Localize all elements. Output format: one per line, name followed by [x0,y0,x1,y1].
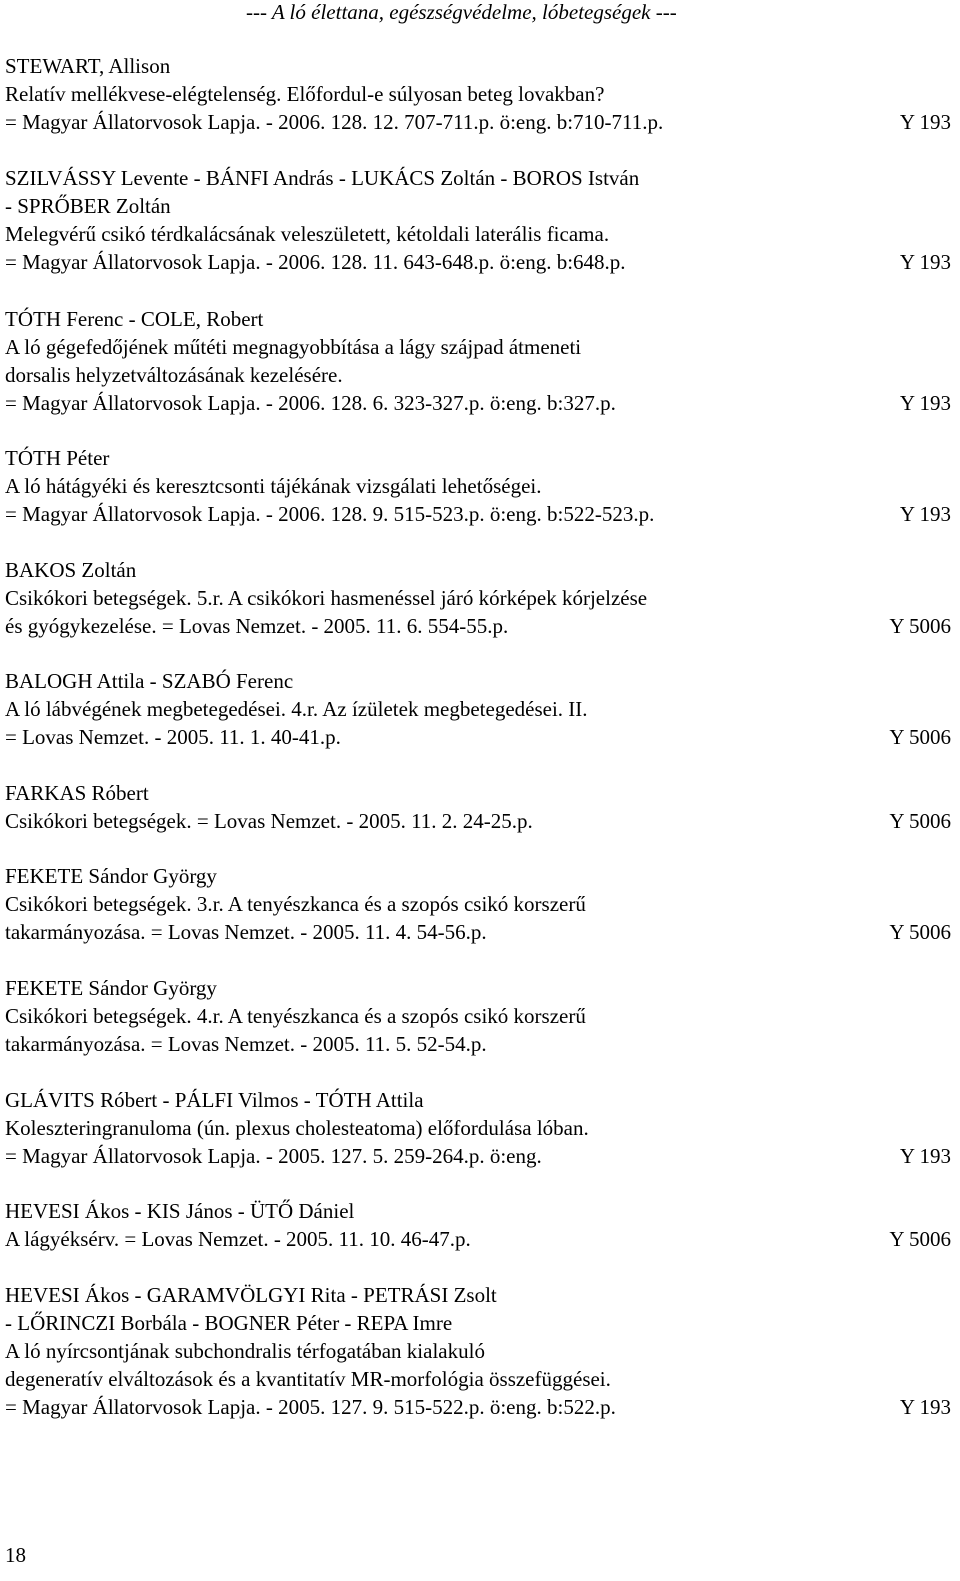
bibliography-entry [5,1086,951,1170]
call-number: Y 193 [899,1144,951,1168]
bibliography-entry [5,1281,951,1421]
entry-text-line [5,472,951,500]
bibliography-entry [5,556,951,640]
entry-authors [5,1086,951,1114]
entry-text-line [5,695,951,723]
entry-text: Csikókori betegségek. = Lovas Nemzet. - 2005. 11. 2. 24-25.p. [5,809,533,833]
entry-text: és gyógykezelése. = Lovas Nemzet. - 2005. 11. 6. 554-55.p. [5,614,509,638]
entry-authors [5,1281,951,1309]
entry-text: BAKOS Zoltán [5,558,137,582]
entry-authors [5,52,951,80]
entry-text: A ló nyírcsontjának subchondralis térfogatában kialakuló [5,1339,485,1363]
bibliography-entry [5,305,951,417]
entry-text-line [5,220,951,248]
entry-text-line [5,584,951,612]
entry-text: A ló hátágyéki és keresztcsonti tájékának vizsgálati lehetőségei. [5,474,542,498]
call-number: Y 193 [899,110,951,134]
entry-text-line [5,80,951,108]
entry-text: HEVESI Ákos - GARAMVÖLGYI Rita - PETRÁSI Zsolt [5,1283,497,1307]
entry-text: SZILVÁSSY Levente - BÁNFI András - LUKÁCS Zoltán - BOROS István [5,166,640,190]
call-number: Y 5006 [889,725,951,749]
entry-text: - SPRŐBER Zoltán [5,194,171,218]
entry-text: GLÁVITS Róbert - PÁLFI Vilmos - TÓTH Attila [5,1088,424,1112]
entry-authors [5,779,951,807]
entry-text: A ló lábvégének megbetegedései. 4.r. Az ízületek megbetegedései. II. [5,697,588,721]
entry-text: BALOGH Attila - SZABÓ Ferenc [5,669,294,693]
entry-text: Csikókori betegségek. 4.r. A tenyészkanca és a szopós csikó korszerű [5,1004,586,1028]
entry-text: STEWART, Allison [5,54,171,78]
entry-text-line [5,612,951,640]
entry-authors [5,862,951,890]
entry-text: = Magyar Állatorvosok Lapja. - 2005. 127. 9. 515-522.p. ö:eng. b:522.p. [5,1395,616,1419]
entry-authors [5,164,951,192]
entry-text: takarmányozása. = Lovas Nemzet. - 2005. 11. 5. 52-54.p. [5,1032,487,1056]
entry-text-line [5,1030,951,1058]
entry-text: dorsalis helyzetváltozásának kezelésére. [5,363,343,387]
entry-text-line [5,1337,951,1365]
entry-text: takarmányozása. = Lovas Nemzet. - 2005. 11. 4. 54-56.p. [5,920,487,944]
call-number: Y 193 [899,502,951,526]
page-number: 18 [5,1543,26,1567]
entry-text: Relatív mellékvese-elégtelenség. Előfordul-e súlyosan beteg lovakban? [5,82,605,106]
entry-text-line [5,1365,951,1393]
entry-text: = Magyar Állatorvosok Lapja. - 2006. 128. 11. 643-648.p. ö:eng. b:648.p. [5,250,626,274]
entry-text-line [5,192,951,220]
call-number: Y 5006 [889,809,951,833]
entry-text-line [5,500,951,528]
entry-text-line [5,361,951,389]
entry-text-line [5,333,951,361]
call-number: Y 5006 [889,614,951,638]
entry-text-line [5,1142,951,1170]
entry-text: TÓTH Péter [5,446,110,470]
entry-text: = Magyar Állatorvosok Lapja. - 2005. 127. 5. 259-264.p. ö:eng. [5,1144,542,1168]
bibliography-entry [5,444,951,528]
entry-text: Csikókori betegségek. 5.r. A csikókori hasmenéssel járó kórképek kórjelzése [5,586,648,610]
entry-text-line [5,108,951,136]
entry-text-line [5,918,951,946]
entry-text: Melegvérű csikó térdkalácsának veleszületett, kétoldali laterális ficama. [5,222,610,246]
entry-text: TÓTH Ferenc - COLE, Robert [5,307,264,331]
entry-text: Koleszteringranuloma (ún. plexus cholesteatoma) előfordulása lóban. [5,1116,589,1140]
bibliography-list [5,52,951,1448]
entry-text: - LŐRINCZI Borbála - BOGNER Péter - REPA Imre [5,1311,453,1335]
entry-text: FEKETE Sándor György [5,864,217,888]
entry-text: A ló gégefedőjének műtéti megnagyobbítása a lágy szájpad átmeneti [5,335,582,359]
entry-authors [5,305,951,333]
entry-text-line [5,890,951,918]
entry-authors [5,667,951,695]
entry-text: = Magyar Állatorvosok Lapja. - 2006. 128. 9. 515-523.p. ö:eng. b:522-523.p. [5,502,655,526]
page-header: --- A ló élettana, egészségvédelme, lóbetegségek --- [246,0,677,24]
entry-text-line [5,1114,951,1142]
entry-text: = Lovas Nemzet. - 2005. 11. 1. 40-41.p. [5,725,341,749]
entry-text: = Magyar Állatorvosok Lapja. - 2006. 128. 6. 323-327.p. ö:eng. b:327.p. [5,391,616,415]
entry-authors [5,1197,951,1225]
call-number: Y 193 [899,391,951,415]
entry-text-line [5,1002,951,1030]
entry-text-line [5,1393,951,1421]
entry-text-line [5,248,951,276]
call-number: Y 5006 [889,920,951,944]
entry-text-line [5,723,951,751]
bibliography-entry [5,667,951,751]
bibliography-entry [5,974,951,1058]
call-number: Y 193 [899,1395,951,1419]
entry-text-line [5,807,951,835]
call-number: Y 193 [899,250,951,274]
entry-text: FEKETE Sándor György [5,976,217,1000]
bibliography-entry [5,164,951,276]
entry-text: A lágyéksérv. = Lovas Nemzet. - 2005. 11. 10. 46-47.p. [5,1227,471,1251]
entry-authors [5,444,951,472]
bibliography-entry [5,1197,951,1253]
bibliography-entry [5,52,951,136]
bibliography-entry [5,862,951,946]
call-number: Y 5006 [889,1227,951,1251]
bibliography-entry [5,779,951,835]
entry-text-line [5,1225,951,1253]
entry-authors [5,974,951,1002]
entry-text: degeneratív elváltozások és a kvantitatív MR-morfológia összefüggései. [5,1367,611,1391]
entry-text: Csikókori betegségek. 3.r. A tenyészkanca és a szopós csikó korszerű [5,892,586,916]
entry-text: = Magyar Állatorvosok Lapja. - 2006. 128. 12. 707-711.p. ö:eng. b:710-711.p. [5,110,664,134]
entry-authors [5,556,951,584]
entry-text-line [5,1309,951,1337]
entry-text: HEVESI Ákos - KIS János - ÜTŐ Dániel [5,1199,355,1223]
entry-text-line [5,389,951,417]
entry-text: FARKAS Róbert [5,781,149,805]
